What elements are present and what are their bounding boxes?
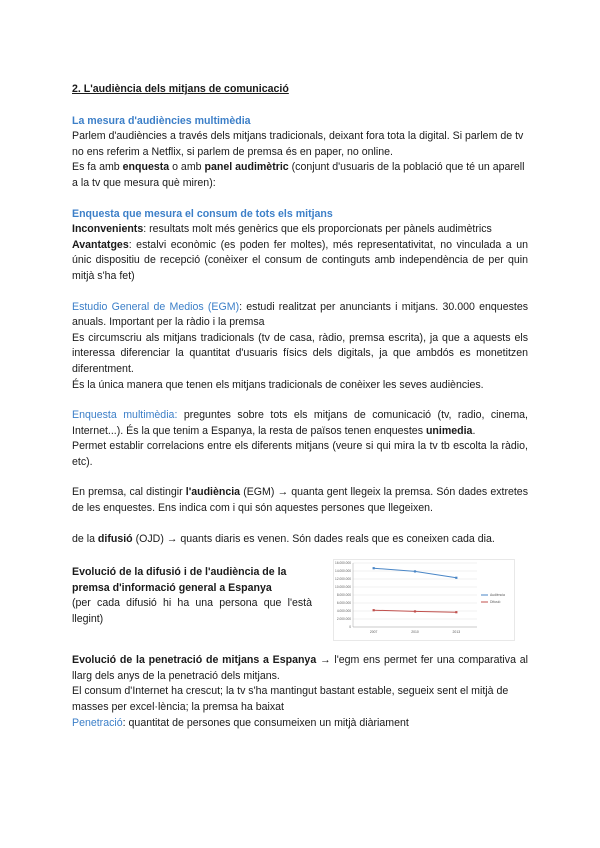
document-page [72, 82, 528, 731]
chart-frame [334, 560, 515, 641]
inconvenients-line: Inconvenients: resultats molt més genèrics que els proporcionats per pànels audimètrics [72, 223, 492, 236]
chart-point [455, 577, 457, 579]
enquesta-heading: Enquesta que mesura el consum de tots els mitjans [72, 207, 333, 220]
chart-y-tick-label: 16.000.000 [335, 561, 351, 566]
chart-y-tick-label: 0 [349, 625, 351, 630]
chart-point [414, 611, 416, 613]
chart-legend-label: Difusió [490, 600, 501, 605]
chart-point [455, 611, 457, 613]
mesura-paragraph-2: Es fa amb enquesta o amb panel audimètric (conjunt d'usuaris de la població que té un aparell a la tv que mesura què miren): [72, 161, 525, 189]
chart-point [373, 567, 375, 569]
chart-y-tick-label: 6.000.000 [336, 601, 351, 606]
chart-y-tick-label: 4.000.000 [336, 609, 351, 614]
difusio-paragraph: de la difusió (OJD) → quants diaris es venen. Són dades reals que es coneixen cada dia. [72, 532, 495, 545]
evolucio-penetracio-paragraph: Evolució de la penetració de mitjans a Espanya → l'egm ens permet fer una comparativa al llarg dels anys de la penetració dels mitjans. [72, 654, 528, 682]
egm-paragraph-3: És la única manera que tenen els mitjans tradicionals de conèixer les seves audiències. [72, 378, 484, 391]
egm-paragraph-1: Estudio General de Medios (EGM): estudi realitzat per anunciants i mitjans. 30.000 enquestes anuals. Important per la ràdio i la premsa [72, 300, 529, 329]
consum-paragraph: El consum d'Internet ha crescut; la tv s'ha mantingut bastant estable, segueix sent el mitjà de masses per excel·lència; la premsa ha baixat [72, 685, 509, 714]
chart-x-tick-label: 2013 [452, 630, 461, 635]
penetracio-definition: Penetració: quantitat de persones que consumeixen un mitjà diàriament [72, 716, 409, 729]
chart-x-tick-label: 2007 [369, 630, 378, 635]
premsa-paragraph: En premsa, cal distingir l'audiència (EGM) → quanta gent llegeix la premsa. Són dades extretes de les enquestes. Ens indica com i qui són aquestes persones que llegeixen. [72, 486, 528, 515]
section-title: 2. L'audiència dels mitjans de comunicació [72, 83, 289, 95]
evolucio-difusio-block [72, 559, 528, 641]
chart-point [373, 609, 375, 611]
mesura-heading: La mesura d'audiències multimèdia [72, 114, 251, 127]
chart-y-tick-label: 8.000.000 [336, 593, 351, 598]
avantatges-line: Avantatges: estalvi econòmic (es poden fer moltes), més representativitat, no vinculada a un únic dispositiu de recepció (conèixer el consum de continguts amb independència de per quin mitjà s'ha fet) [72, 238, 528, 282]
chart-y-tick-label: 12.000.000 [335, 577, 351, 582]
egm-paragraph-2: Es circumscriu als mitjans tradicionals (tv de casa, ràdio, premsa escrita), ja que a aquests els interessa diferenciar la quantitat d'usuaris físics dels digitals, ja que ambdós es monetitzen diferentment. [72, 331, 528, 375]
multimedia-paragraph-1: Enquesta multimèdia: preguntes sobre tots els mitjans de comunicació (tv, radio, cinema, Internet...). És la que tenim a Espanya, la resta de països tenen enquestes unimedia. [72, 409, 528, 437]
chart-x-tick-label: 2010 [411, 630, 419, 635]
chart-y-tick-label: 2.000.000 [336, 617, 351, 622]
difusio-audiencia-chart [333, 559, 515, 641]
chart-y-tick-label: 10.000.000 [335, 585, 351, 590]
chart-y-tick-label: 14.000.000 [335, 569, 351, 574]
mesura-paragraph-1: Parlem d'audiències a través dels mitjans tradicionals, deixant fora tota la digital. Si parlem de tv no ens referim a Netflix, si parlem de premsa és en paper, no online. [72, 130, 524, 158]
multimedia-paragraph-2: Permet establir correlacions entre els diferents mitjans (veure si qui mira la tv tb escolta la ràdio, etc). [72, 440, 528, 468]
chart-legend-label: Audiència [490, 593, 505, 598]
evolucio-difusio-title: Evolució de la difusió i de l'audiència de la premsa d'informació general a Espanya [72, 566, 287, 594]
evolucio-difusio-note: (per cada difusió hi ha una persona que l'està llegint) [72, 597, 312, 626]
chart-point [414, 571, 416, 573]
